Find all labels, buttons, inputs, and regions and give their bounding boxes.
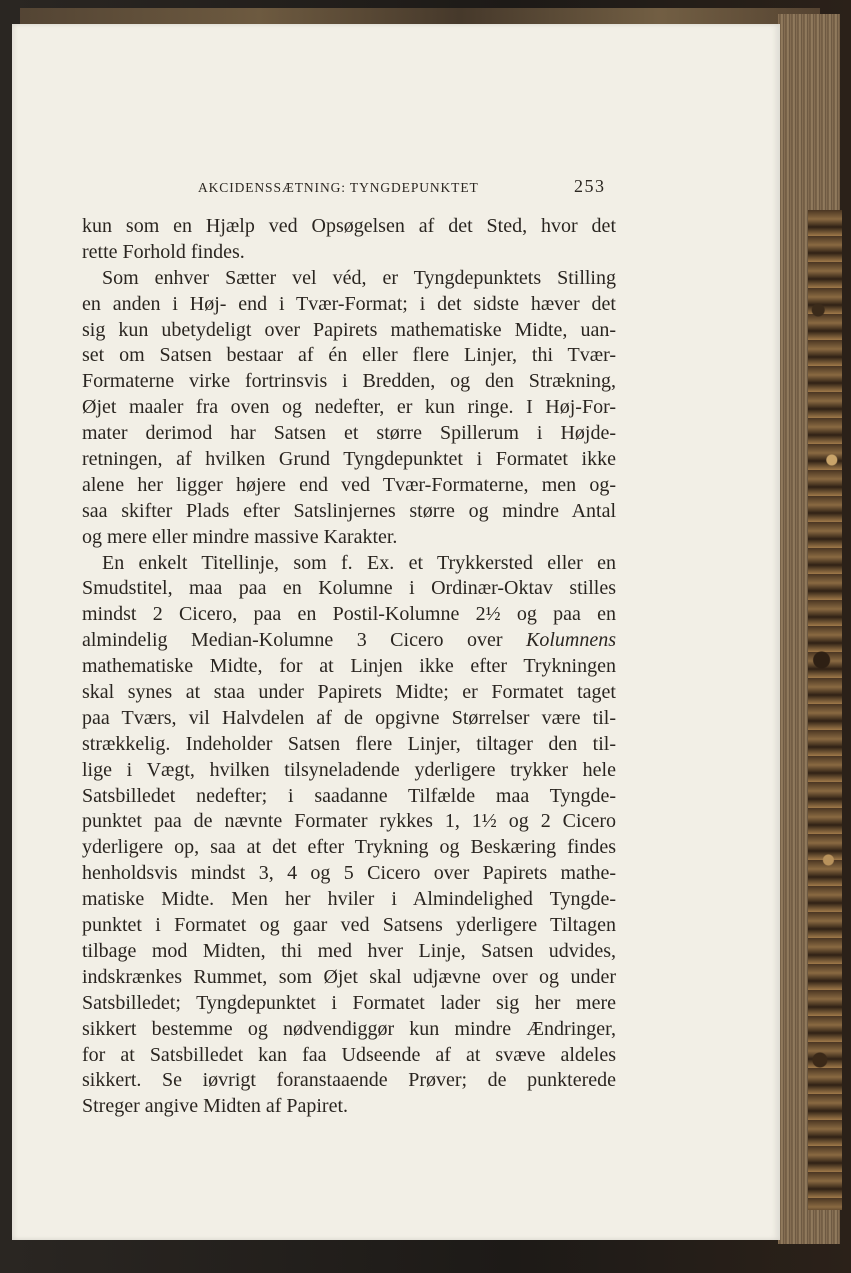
text-line: sikkert. Se iøvrigt foranstaaende Prøver; de punkterede [82,1069,616,1092]
text-line: mater derimod har Satsen et større Spillerum i Højde- [82,422,616,445]
text-line: strækkelig. Indeholder Satsen flere Linjer, tiltager den til- [82,732,616,755]
text-line: Satsbilledet; Tyngdepunktet i Formatet lader sig her mere [82,991,616,1014]
text-line: Formaterne virke fortrinsvis i Bredden, og den Strækning, [82,370,616,393]
text-line: alene her ligger højere end ved Tvær-Formaterne, men og- [82,473,616,496]
running-head [12,176,780,202]
text-line: matiske Midte. Men her hviler i Almindelighed Tyngde- [82,888,616,911]
text-line: lige i Vægt, hvilken tilsyneladende yderligere trykker hele [82,758,616,781]
marbled-cover-edge [808,210,842,1210]
text-line: punktet paa de nævnte Formater rykkes 1, 1½ og 2 Cicero [82,810,616,833]
text-line: En enkelt Titellinje, som f. Ex. et Trykkersted eller en [102,551,616,574]
text-line: kun som en Hjælp ved Opsøgelsen af det Sted, hvor det [82,215,616,237]
text-line: saa skifter Plads efter Satslinjernes større og mindre Antal [82,499,616,522]
text-line: punktet i Formatet og gaar ved Satsens yderligere Tiltagen [82,914,616,937]
text-line: og mere eller mindre massive Karakter. [82,525,398,548]
page-number: 253 [574,176,606,196]
body-text [82,214,616,1120]
text-line: almindelig Median-Kolumne 3 Cicero over Kolumnens [82,629,616,652]
text-line: indskrænkes Rummet, som Øjet skal udjævne over og under [82,965,616,988]
text-line: mindst 2 Cicero, paa en Postil-Kolumne 2½ og paa en [82,603,616,626]
text-line: mathematiske Midte, for at Linjen ikke efter Trykningen [82,655,616,678]
text-line: set om Satsen bestaar af én eller flere Linjer, thi Tvær- [82,344,616,367]
text-line: Streger angive Midten af Papiret. [82,1095,349,1118]
text-line: retningen, af hvilken Grund Tyngdepunktet i Formatet ikke [82,448,616,471]
text-line: tilbage mod Midten, thi med hver Linje, Satsen udvides, [82,939,616,962]
text-line: paa Tværs, vil Halvdelen af de opgivne Størrelser være til- [82,706,616,729]
text-line: skal synes at staa under Papirets Midte; er Formatet taget [82,681,616,704]
text-line: Som enhver Sætter vel véd, er Tyngdepunktets Stilling [102,266,616,289]
text-line: yderligere op, saa at det efter Trykning og Beskæring findes [82,836,616,859]
text-line: Satsbilledet nedefter; i saadanne Tilfælde maa Tyngde- [82,784,616,807]
text-line: for at Satsbilledet kan faa Udseende af at svæve aldeles [82,1043,616,1066]
text-line: Øjet maaler fra oven og nedefter, er kun ringe. I Høj-For- [82,396,616,419]
running-title: AKCIDENSSÆTNING: TYNGDEPUNKTET [198,180,479,195]
book-page [12,24,780,1240]
text-line: henholdsvis mindst 3, 4 og 5 Cicero over Papirets mathe- [82,862,616,885]
text-line: sikkert bestemme og nødvendiggør kun mindre Ændringer, [82,1017,616,1040]
text-line: en anden i Høj- end i Tvær-Format; i det sidste hæver det [82,292,616,315]
text-line: sig kun ubetydeligt over Papirets mathematiske Midte, uan- [82,318,616,341]
text-line: rette Forhold findes. [82,240,245,263]
text-line: Smudstitel, maa paa en Kolumne i Ordinær-Oktav stilles [82,577,616,600]
